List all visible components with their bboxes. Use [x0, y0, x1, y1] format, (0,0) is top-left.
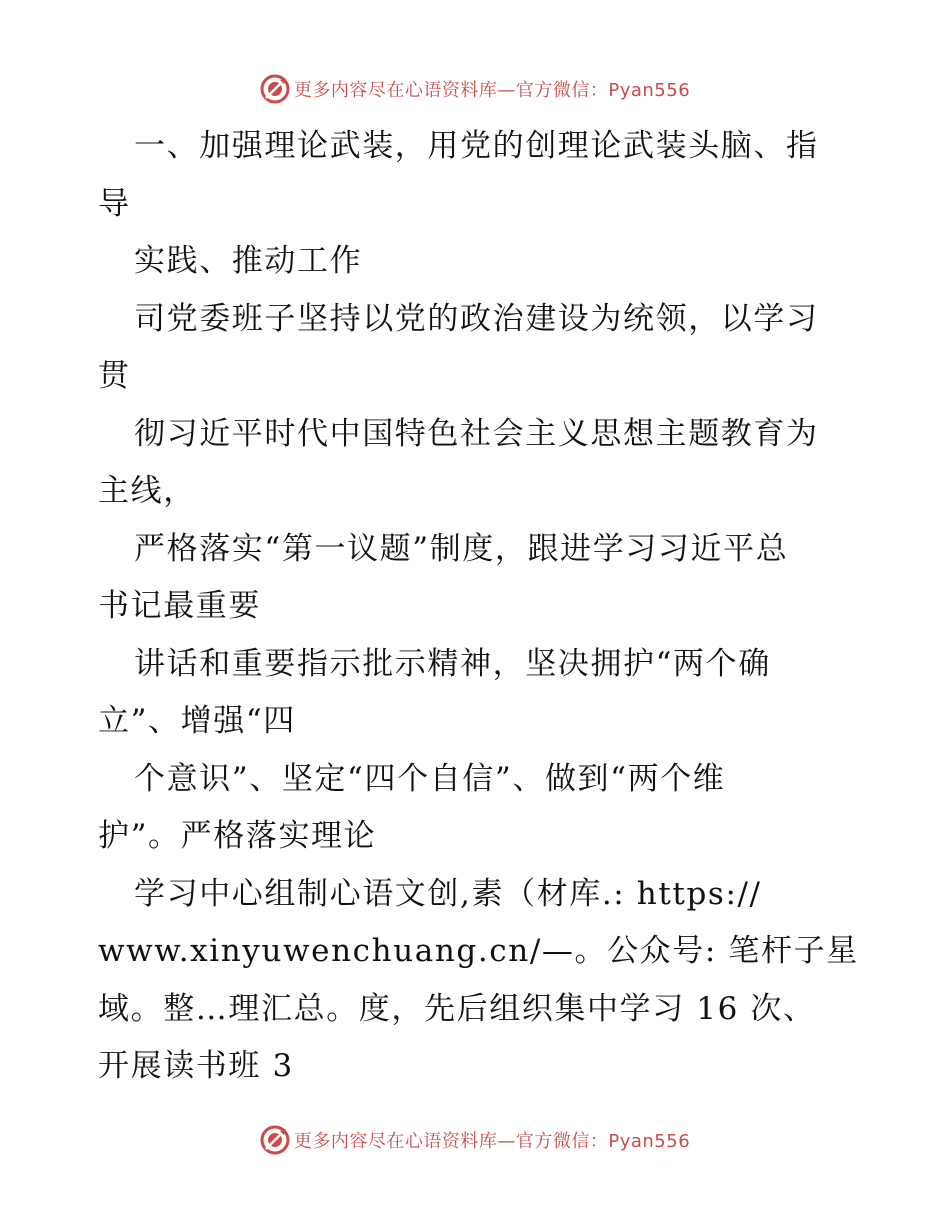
body-line: 域。整…理汇总。度，先后组织集中学习 16 次、: [98, 990, 816, 1027]
body-line: 个意识”、坚定“四个自信”、做到“两个维: [134, 760, 726, 797]
logo-seal-icon: [260, 1125, 290, 1155]
body-line: 司党委班子坚持以党的政治建设为统领，以学习: [134, 300, 819, 337]
body-line: 立”、增强“四: [98, 703, 296, 739]
document-body: [98, 118, 859, 1096]
body-line: 一、加强理论武装，用党的创理论武装头脑、指: [134, 128, 819, 164]
body-line: 严格落实“第一议题”制度，跟进学习习近平总: [134, 530, 789, 567]
body-line: 导: [98, 185, 131, 222]
body-line: 护”。严格落实理论: [98, 818, 377, 854]
logo-seal-icon: [260, 74, 290, 104]
body-line: 书记最重要: [98, 588, 261, 624]
body-line: 彻习近平时代中国特色社会主义思想主题教育为: [134, 415, 819, 452]
body-line: www.xinyuwenchuang.cn/—。公众号: 笔杆子星: [98, 933, 859, 969]
footer-banner: [0, 1123, 950, 1157]
footer-banner-text: 更多内容尽在心语资料库—官方微信：Pyan556: [293, 1131, 691, 1152]
body-line: 开展读书班 3: [98, 1048, 294, 1084]
body-line: 贯: [98, 358, 131, 394]
body-line: 实践、推动工作: [134, 243, 363, 279]
body-line: 讲话和重要指示批示精神，坚决拥护“两个确: [134, 645, 771, 682]
header-banner: [0, 72, 950, 106]
body-line: 学习中心组制心语文创,素（材库.: https://: [134, 875, 762, 912]
header-banner-text: 更多内容尽在心语资料库—官方微信：Pyan556: [293, 80, 691, 101]
body-line: 主线，: [98, 473, 196, 509]
